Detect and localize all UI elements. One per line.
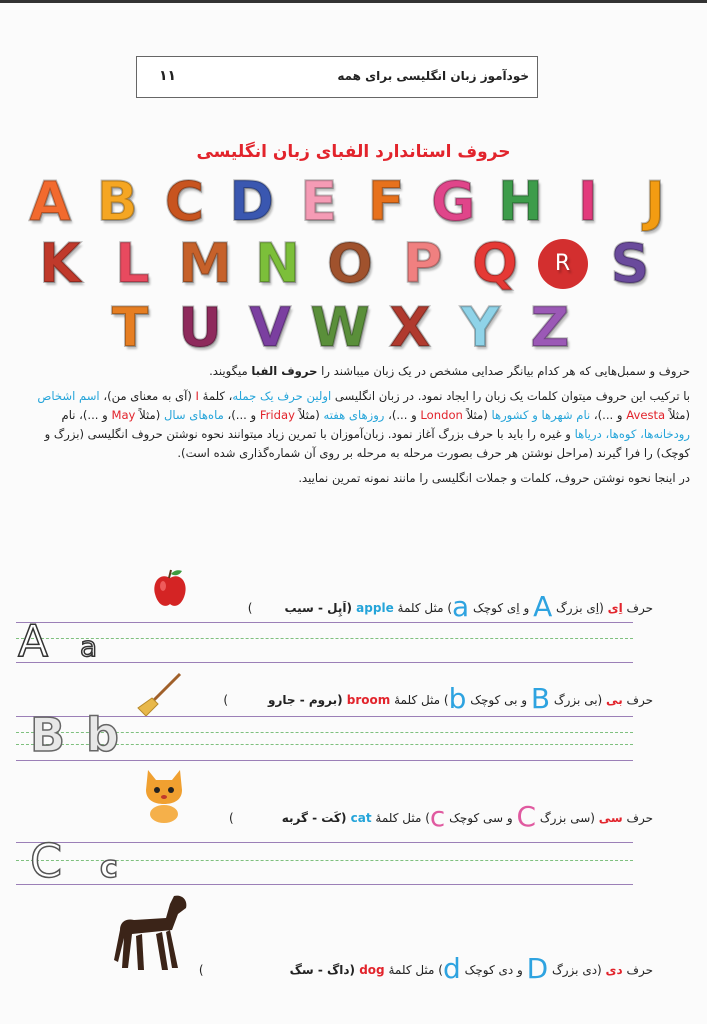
text-run: میگویند. (209, 364, 252, 378)
trace-lower-letter[interactable]: c (100, 850, 118, 885)
text-run: (مثلاً (294, 408, 324, 422)
text-run-red: London (420, 408, 463, 422)
letter-entry-d (199, 952, 653, 985)
entry-text: ) (247, 601, 253, 615)
text-run: و ...)، (223, 408, 260, 422)
text-run-blue: اولین حرف یک جمله (232, 389, 332, 403)
entry-text: (بی بزرگ (550, 693, 607, 707)
entry-text: و اِی کوچک (469, 601, 534, 615)
entry-letter-name: دی (605, 963, 623, 977)
trace-upper-letter[interactable]: B (30, 708, 66, 762)
entry-word: cat (350, 811, 372, 825)
text-run-red: Friday (259, 408, 295, 422)
apple-icon (152, 568, 188, 610)
alphabet-letter: T (111, 296, 149, 359)
trace-lower-letter[interactable]: b (86, 708, 119, 762)
alphabet-letter: D (229, 170, 275, 233)
text-run: (مثلاً (135, 408, 164, 422)
entry-text: ) مثل کلمهٔ (390, 693, 449, 707)
entry-letter-name: بی (606, 693, 623, 707)
entry-lower-letter: d (442, 952, 461, 985)
entry-text: و سی کوچک (445, 811, 517, 825)
alphabet-letter: P (402, 232, 443, 295)
alphabet-row-3 (100, 298, 580, 358)
text-run: (مثلاً (665, 408, 690, 422)
text-run: و ...)، نام (61, 408, 112, 422)
alphabet-letter: Q (472, 232, 518, 295)
text-run-red: Avesta (626, 408, 666, 422)
page-header (136, 56, 538, 98)
guide-line-top (16, 842, 633, 843)
alphabet-letter: B (96, 170, 138, 233)
alphabet-letter: J (644, 170, 666, 233)
entry-text: و دی کوچک (460, 963, 527, 977)
entry-lower-letter: b (448, 682, 467, 715)
guide-line-middle (16, 638, 633, 639)
entry-text: حرف (622, 601, 653, 615)
text-run: (مثلاً (462, 408, 492, 422)
alphabet-letter: G (431, 170, 476, 233)
text-run-blue: ماه‌های سال (163, 408, 224, 422)
alphabet-letter: E (300, 170, 338, 233)
entry-text: و بی کوچک (466, 693, 531, 707)
entry-translation: (داگ - سگ (289, 963, 360, 977)
trace-lower-letter[interactable]: a (80, 630, 98, 663)
entry-text: ) (229, 811, 234, 825)
practice-lines-c (16, 834, 633, 890)
entry-lower-letter: a (452, 590, 470, 623)
intro-paragraph-1 (18, 362, 690, 381)
text-run-blue: اسم اشخاص (37, 389, 100, 403)
alphabet-letter: N (254, 232, 301, 295)
intro-text (18, 362, 690, 494)
practice-lines-b (16, 708, 633, 764)
alphabet-row-1 (20, 172, 685, 232)
entry-text: (سی بزرگ (536, 811, 599, 825)
entry-text: ) مثل کلمهٔ (393, 601, 453, 615)
alphabet-letter: M (178, 232, 232, 295)
entry-text: ) (198, 963, 204, 977)
page-number: ۱۱ (159, 68, 177, 84)
entry-text: ) مثل کلمهٔ (371, 811, 430, 825)
intro-paragraph-2 (18, 387, 690, 463)
page-title: حروف استاندارد الفبای زبان انگلیسی (196, 142, 511, 162)
entry-text: ) (223, 693, 229, 707)
alphabet-letter: S (610, 232, 650, 295)
alphabet-letter: Y (460, 296, 500, 359)
entry-text: حرف (622, 811, 653, 825)
text-run: (آی به معنای من)، (99, 389, 196, 403)
alphabet-letter: W (310, 296, 370, 359)
text-run: حروف و سمبل‌هایی که هر کدام بیانگر صدایی مشخص در یک زبان میباشند را (317, 364, 690, 378)
alphabet-letter: Z (530, 296, 570, 359)
letter-entry-b (223, 682, 653, 715)
alphabet-letter: K (39, 232, 81, 295)
text-run: و ...)، (590, 408, 627, 422)
alphabet-letter: C (164, 170, 205, 233)
alphabet-letter: V (249, 296, 291, 359)
entry-text: ) مثل کلمهٔ (384, 963, 443, 977)
entry-text: (دی بزرگ (548, 963, 606, 977)
alphabet-letter: F (367, 170, 405, 233)
trace-upper-letter[interactable]: A (18, 616, 49, 667)
dog-icon (112, 890, 192, 974)
guide-line-top (16, 622, 633, 623)
entry-translation: (کَت - گربه (281, 811, 351, 825)
practice-lines-a (16, 618, 633, 670)
alphabet-letter: R (538, 239, 588, 289)
top-edge-bar (0, 0, 707, 3)
entry-text: حرف (622, 963, 653, 977)
trace-upper-letter[interactable]: C (30, 834, 63, 888)
text-run: و غیره را باید با حرف بزرگ آغاز نمود. زبان‌آموزان با تمرین زیاد میتوانند نحوه نوشتن حروف انگلیسی (بزرگ و کوچک) را فرا گیرند (مراحل نوشتن هر حرف بصورت مرحله به مرحله بر روی آن شماره‌گذاری شده است). (44, 427, 690, 460)
entry-word: broom (346, 693, 391, 707)
alphabet-letter: I (577, 170, 598, 233)
intro-paragraph-3: در اینجا نحوه نوشتن حروف، کلمات و جملات انگلیسی را مانند نمونه تمرین نمایید. (298, 471, 690, 485)
entry-letter-name: سی (598, 811, 623, 825)
entry-word: apple (356, 601, 394, 615)
alphabet-row-2 (30, 234, 660, 294)
entry-translation: (بروم - جارو (268, 693, 347, 707)
text-run-blue: نام شهرها و کشورها (491, 408, 591, 422)
cat-icon (142, 764, 186, 824)
alphabet-letter: X (389, 296, 431, 359)
text-run-blue: روزهای هفته (323, 408, 385, 422)
entry-upper-letter: B (530, 682, 551, 715)
text-run: و ...)، (384, 408, 421, 422)
guide-line-base (16, 662, 633, 663)
entry-text: حرف (622, 693, 653, 707)
text-run: ، کلمهٔ (198, 389, 233, 403)
book-title: خودآموز زبان انگلیسی برای همه (337, 69, 529, 83)
letter-entry-c (229, 800, 653, 833)
entry-lower-letter: c (429, 800, 446, 833)
text-run-blue: رودخانه‌ها، کوه‌ها، دریاها (574, 427, 690, 441)
text-run: با ترکیب این حروف میتوان کلمات یک زبان را ایجاد نمود. در زبان انگلیسی (331, 389, 690, 403)
entry-upper-letter: D (526, 952, 549, 985)
text-run-bold: حروف الفبا (251, 364, 318, 378)
alphabet-letter: H (497, 170, 544, 233)
entry-letter-name: اِی (607, 601, 623, 615)
alphabet-letter: U (178, 296, 222, 359)
text-run-red: I (195, 389, 199, 403)
broom-icon (136, 672, 182, 716)
alphabet-letter: L (115, 232, 150, 295)
alphabet-letter: A (29, 170, 71, 233)
entry-text: (اِی بزرگ (552, 601, 608, 615)
entry-translation: (اَپِل - سیب (284, 601, 357, 615)
alphabet-letter: O (327, 232, 373, 295)
entry-upper-letter: A (533, 590, 553, 623)
entry-word: dog (359, 963, 385, 977)
entry-upper-letter: C (516, 800, 537, 833)
text-run-red: May (111, 408, 136, 422)
